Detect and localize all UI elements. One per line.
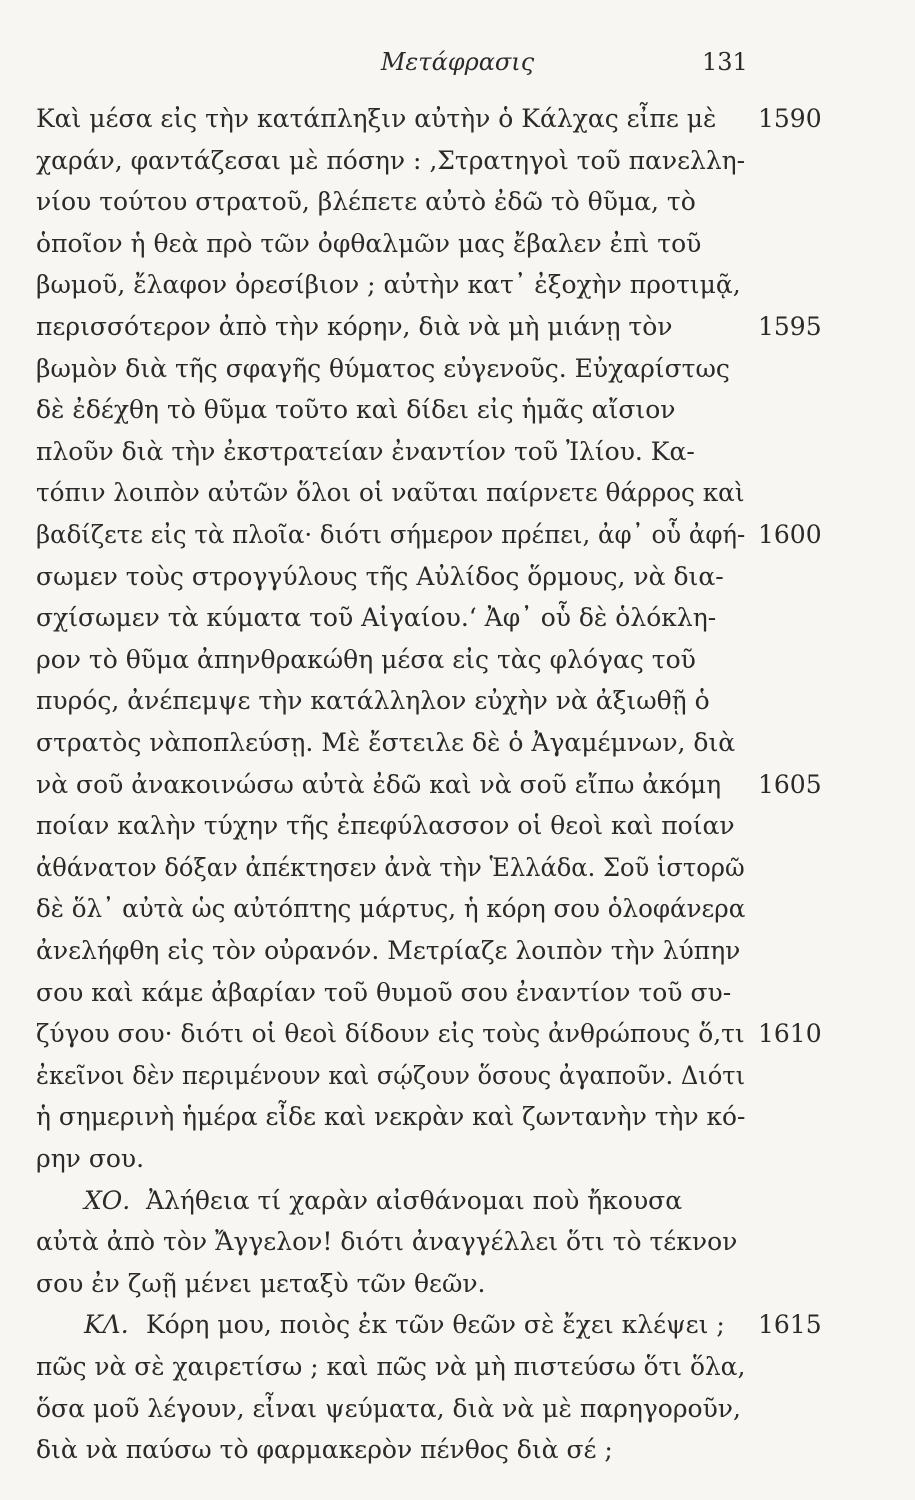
line-number: 1590 (758, 104, 822, 133)
line-text: νίου τούτου στρατοῦ, βλέπετε αὐτὸ ἐδῶ τὸ θῦμα, τὸ (36, 187, 696, 217)
line-text: στρατὸς νὰποπλεύσῃ. Μὲ ἔστειλε δὲ ὁ Ἀγαμέμνων, διὰ (36, 728, 736, 757)
line-text: αὐτὰ ἀπὸ τὸν Ἄγγελον! διότι ἀναγγέλλει ὅτι τὸ τέκνον (36, 1227, 738, 1257)
line-number: 1615 (758, 1310, 822, 1340)
line-text: ἡ σημερινὴ ἡμέρα εἶδε καὶ νεκρὰν καὶ ζωντανὴν τὴν κό- (36, 1102, 746, 1132)
line-text: βωμὸν διὰ τῆς σφαγῆς θύματος εὐγενοῦς. Εὐχαρίστως (36, 353, 730, 383)
line-text: ὅσα μοῦ λέγουν, εἶναι ψεύματα, διὰ νὰ μὲ παρηγοροῦν, (36, 1393, 741, 1423)
line-text: πυρός, ἀνέπεμψε τὴν κατάλληλον εὐχὴν νὰ ἀξιωθῇ ὁ (36, 686, 710, 716)
line-text: σχίσωμεν τὰ κύματα τοῦ Αἰγαίου.‘ Ἀφ᾽ οὗ δὲ ὁλόκλη- (36, 603, 717, 633)
line-number: 1610 (758, 1019, 822, 1049)
line-text: περισσότερον ἀπὸ τὴν κόρην, διὰ νὰ μὴ μιάνῃ τὸν (36, 312, 673, 341)
line-text: δὲ ἐδέχθη τὸ θῦμα τοῦτο καὶ δίδει εἰς ἡμᾶς αἴσιον (36, 395, 676, 425)
line-text: Καὶ μέσα εἰς τὴν κατάπληξιν αὐτὴν ὁ Κάλχας εἶπε μὲ (36, 104, 717, 133)
line-text: ἀθάνατον δόξαν ἀπέκτησεν ἀνὰ τὴν Ἑλλάδα. Σοῦ ἱστορῶ (36, 852, 745, 882)
line-text: βωμοῦ, ἔλαφον ὀρεσίβιον ; αὐτὴν κατ᾽ ἐξοχὴν προτιμᾷ, (36, 270, 741, 300)
speaker-label: ΧΟ. (84, 1185, 131, 1215)
page-number: 131 (702, 48, 748, 76)
line-text: σωμεν τοὺς στρογγύλους τῆς Αὐλίδος ὅρμους, νὰ δια- (36, 561, 724, 591)
line-text: διὰ νὰ παύσω τὸ φαρμακερὸν πένθος διὰ σέ ; (36, 1435, 613, 1465)
line-text: σου ἐν ζωῇ μένει μεταξὺ τῶν θεῶν. (36, 1268, 486, 1298)
line-number: 1595 (758, 312, 822, 341)
line-text: πῶς νὰ σὲ χαιρετίσω ; καὶ πῶς νὰ μὴ πιστεύσω ὅτι ὅλα, (36, 1352, 746, 1381)
line-text: βαδίζετε εἰς τὰ πλοῖα· διότι σήμερον πρέπει, ἀφ᾽ οὗ ἀφή- (36, 520, 746, 549)
line-text: Ἀλήθεια τί χαρὰν αἰσθάνομαι ποὺ ἤκουσα (146, 1185, 683, 1215)
line-text: ρην σου. (36, 1144, 145, 1173)
line-text: ὁποῖον ἡ θεὰ πρὸ τῶν ὀφθαλμῶν μας ἔβαλεν ἐπὶ τοῦ (36, 228, 702, 258)
line-text: ἀνελήφθη εἰς τὸν οὐρανόν. Μετρίαζε λοιπὸν τὴν λύπην (36, 936, 741, 965)
line-text: πλοῦν διὰ τὴν ἐκστρατείαν ἐναντίον τοῦ Ἰλίου. Κα- (36, 436, 695, 466)
line-number: 1600 (758, 520, 822, 549)
line-text: σου καὶ κάμε ἀβαρίαν τοῦ θυμοῦ σου ἐναντίον τοῦ συ- (36, 977, 732, 1007)
line-text: δὲ ὅλ᾽ αὐτὰ ὡς αὐτόπτης μάρτυς, ἡ κόρη σου ὁλοφάνερα (36, 894, 746, 924)
text-body (0, 100, 915, 1480)
line-number: 1605 (758, 769, 822, 799)
line-text: ζύγου σου· διότι οἱ θεοὶ δίδουν εἰς τοὺς ἀνθρώπους ὅ,τι (36, 1019, 745, 1049)
line-text: Κόρη μου, ποιὸς ἐκ τῶν θεῶν σὲ ἔχει κλέψει ; (146, 1310, 725, 1340)
line-text: ρον τὸ θῦμα ἀπηνθρακώθη μέσα εἰς τὰς φλόγας τοῦ (36, 644, 696, 674)
running-head-title: Μετάφρασις (380, 48, 535, 76)
line-text: ἐκεῖνοι δὲν περιμένουν καὶ σῴζουν ὅσους ἀγαποῦν. Διότι (36, 1060, 746, 1090)
line-text: νὰ σοῦ ἀνακοινώσω αὐτὰ ἐδῶ καὶ νὰ σοῦ εἴπω ἀκόμη (36, 769, 722, 799)
line-text: χαράν, φαντάζεσαι μὲ πόσην : ‚Στρατηγοὶ τοῦ πανελλη- (36, 145, 746, 175)
line-text: ποίαν καλὴν τύχην τῆς ἐπεφύλασσον οἱ θεοὶ καὶ ποίαν (36, 811, 735, 841)
line-text: τόπιν λοιπὸν αὐτῶν ὅλοι οἱ ναῦται παίρνετε θάρρος καὶ (36, 478, 745, 508)
speaker-label: ΚΛ. (84, 1310, 129, 1340)
